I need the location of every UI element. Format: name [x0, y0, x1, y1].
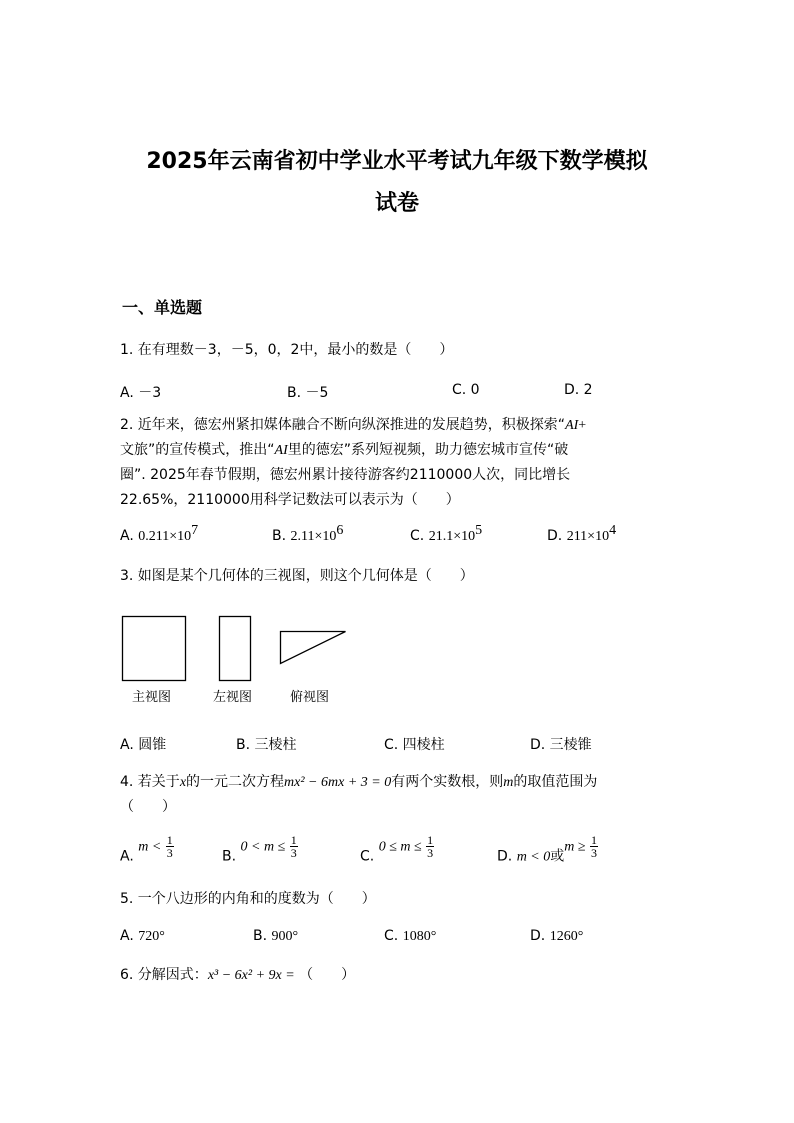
- q5-option-a: A. 720°: [120, 928, 165, 944]
- q5-option-d: D. 1260°: [530, 928, 584, 944]
- question-6-stem: 6. 分解因式：x³ − 6x² + 9x = （ ）: [120, 967, 356, 983]
- q2-option-b: B. $2.11\times 10^6$: [272, 523, 344, 544]
- question-2-line-3: 圈”. 2025年春节假期，德宏州累计接待游客约2110000人次，同比增长: [120, 467, 571, 483]
- question-2-line-4: 22.65%，2110000用科学记数法可以表示为（ ）: [120, 492, 460, 508]
- page-title-line2: 试卷: [374, 191, 419, 216]
- front-view-square: [123, 617, 186, 681]
- q2-option-a: A. $0.211\times 10^7$: [120, 523, 199, 544]
- q1-option-c: C. 0: [452, 382, 480, 398]
- q5-option-b: B. 900°: [253, 928, 299, 944]
- page-title: 2025年云南省初中学业水平考试九年级下数学模拟: [146, 149, 648, 174]
- section-heading-single-choice: 一、单选题: [122, 298, 203, 317]
- top-view-label: 俯视图: [290, 690, 330, 705]
- side-view-label: 左视图: [213, 690, 253, 705]
- q4-option-a: A. m < $\frac{1}{3}$: [120, 833, 173, 865]
- side-view-rectangle: [220, 617, 251, 681]
- question-2-line-2: 文旅”的宣传模式，推出“AI里的德宏”系列短视频，助力德宏城市宣传“破: [120, 442, 569, 458]
- q2-option-c: C. $21.1\times 10^5$: [410, 523, 483, 544]
- q3-option-d: D. 三棱锥: [530, 737, 592, 753]
- q3-option-a: A. 圆锥: [120, 737, 167, 753]
- q4-option-c: C. 0 ≤ m ≤ $\frac{1}{3}$: [360, 833, 434, 865]
- q1-option-d: D. 2: [564, 382, 593, 398]
- q5-option-c: C. 1080°: [384, 928, 437, 944]
- q4-option-b: B. 0 < m ≤ $\frac{1}{3}$: [222, 833, 297, 865]
- q1-option-a: A. －3: [120, 385, 162, 401]
- q4-equation: mx² − 6mx + 3 = 0: [284, 775, 392, 790]
- three-views-figure: [118, 612, 358, 688]
- q2-ai-term-2: AI: [274, 443, 288, 458]
- question-1-stem: 1. 在有理数－3，－5，0，2中，最小的数是（ ）: [120, 342, 454, 358]
- front-view-label: 主视图: [132, 690, 172, 705]
- question-4-line-2: （ ）: [120, 799, 176, 815]
- q3-option-c: C. 四棱柱: [384, 737, 445, 753]
- q3-option-b: B. 三棱柱: [236, 737, 297, 753]
- question-3-stem: 3. 如图是某个几何体的三视图，则这个几何体是（ ）: [120, 568, 474, 584]
- q2-option-d: D. $211\times 10^4$: [547, 523, 617, 544]
- question-5-stem: 5. 一个八边形的内角和的度数为（ ）: [120, 891, 376, 907]
- question-2-line-1: 2. 近年来，德宏州紧扣媒体融合不断向纵深推进的发展趋势，积极探索“AI+: [120, 417, 587, 433]
- q4-option-d: D. m < 0或m ≥ $\frac{1}{3}$: [497, 833, 597, 865]
- question-4-line-1: 4. 若关于x的一元二次方程mx² − 6mx + 3 = 0有两个实数根，则m的取值范围为: [120, 774, 598, 790]
- q1-option-b: B. －5: [287, 385, 329, 401]
- top-view-triangle: [281, 632, 346, 664]
- q2-ai-term: AI: [565, 418, 579, 433]
- q6-expression: x³ − 6x² + 9x =: [207, 968, 295, 983]
